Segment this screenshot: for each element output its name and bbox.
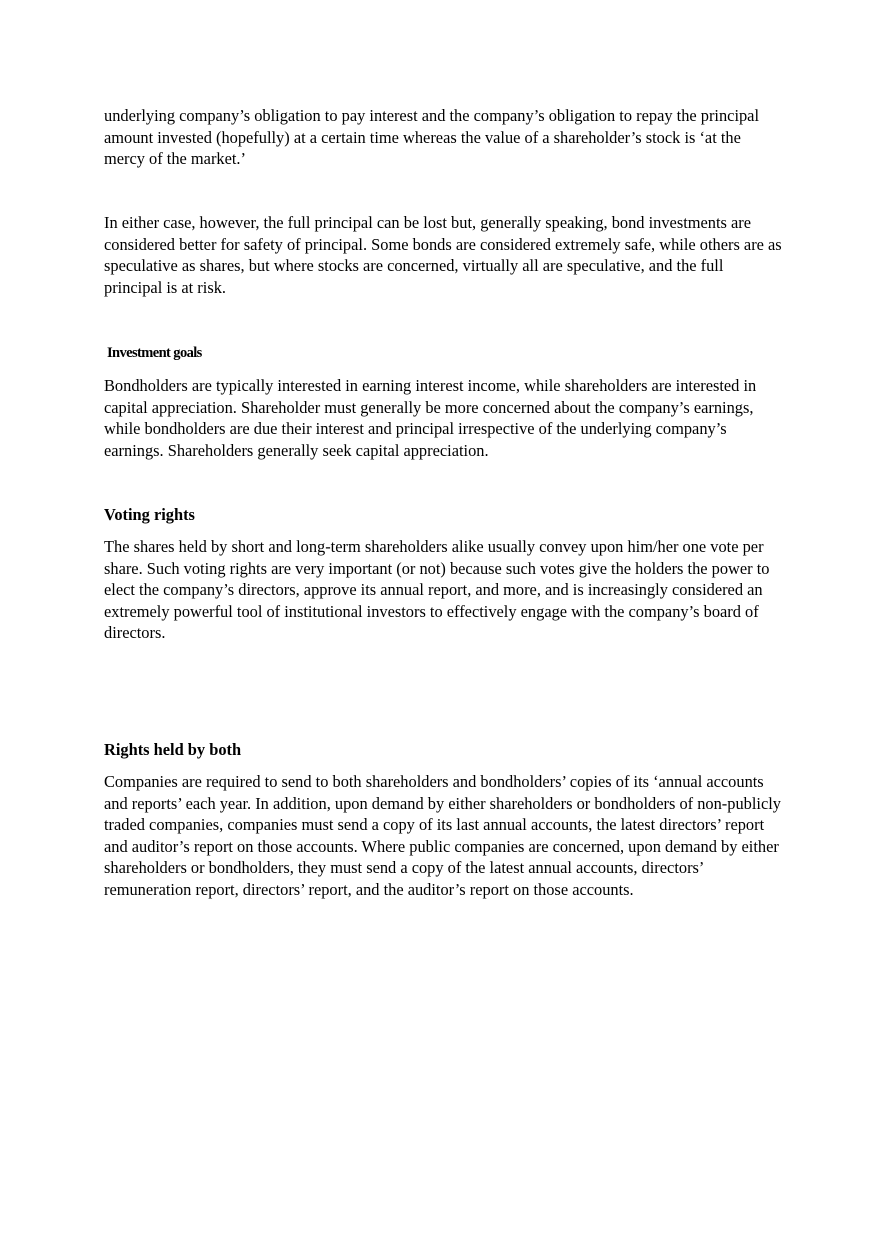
paragraph-voting-rights: The shares held by short and long-term shareholders alike usually convey upon him/her one vote per share. Such voting rights are very important (or not) because such votes give the holders the power to elect the company’s directors, approve its annual report, and more, and is increasingly considered an extremely powerful tool of institutional investors to effectively engage with the company’s board of directors. (104, 537, 770, 642)
paragraph-rights-held-by-both: Companies are required to send to both shareholders and bondholders’ copies of its ‘annual accounts and reports’ each year. In addition, upon demand by either shareholders or bondholders of non-publicly traded companies, companies must send a copy of its last annual accounts, the latest directors’ report and auditor’s report on those accounts. Where public companies are concerned, upon demand by either shareholders or bondholders, they must send a copy of the latest annual accounts, directors’ remuneration report, directors’ report, and the auditor’s report on those accounts. (104, 772, 781, 899)
paragraph-principal-risk: In either case, however, the full principal can be lost but, generally speaking, bond investments are considered better for safety of principal. Some bonds are considered extremely safe, while others are as speculative as shares, but where stocks are concerned, virtually all are speculative, and the full principal is at risk. (104, 213, 782, 297)
heading-rights-held-by-both: Rights held by both (104, 740, 242, 759)
paragraph-bond-obligation: underlying company’s obligation to pay interest and the company’s obligation to repay the principal amount invested (hopefully) at a certain time whereas the value of a shareholder’s stock is ‘at the mercy of the market.’ (104, 106, 760, 168)
heading-voting-rights: Voting rights (104, 505, 195, 524)
heading-investment-goals: Investment goals (107, 345, 202, 361)
paragraph-investment-goals: Bondholders are typically interested in earning interest income, while shareholders are interested in capital appreciation. Shareholder must generally be more concerned about the company’s earnings, while bondholders are due their interest and principal irrespective of the underlying company’s earnings. Shareholders generally seek capital appreciation. (104, 376, 757, 460)
